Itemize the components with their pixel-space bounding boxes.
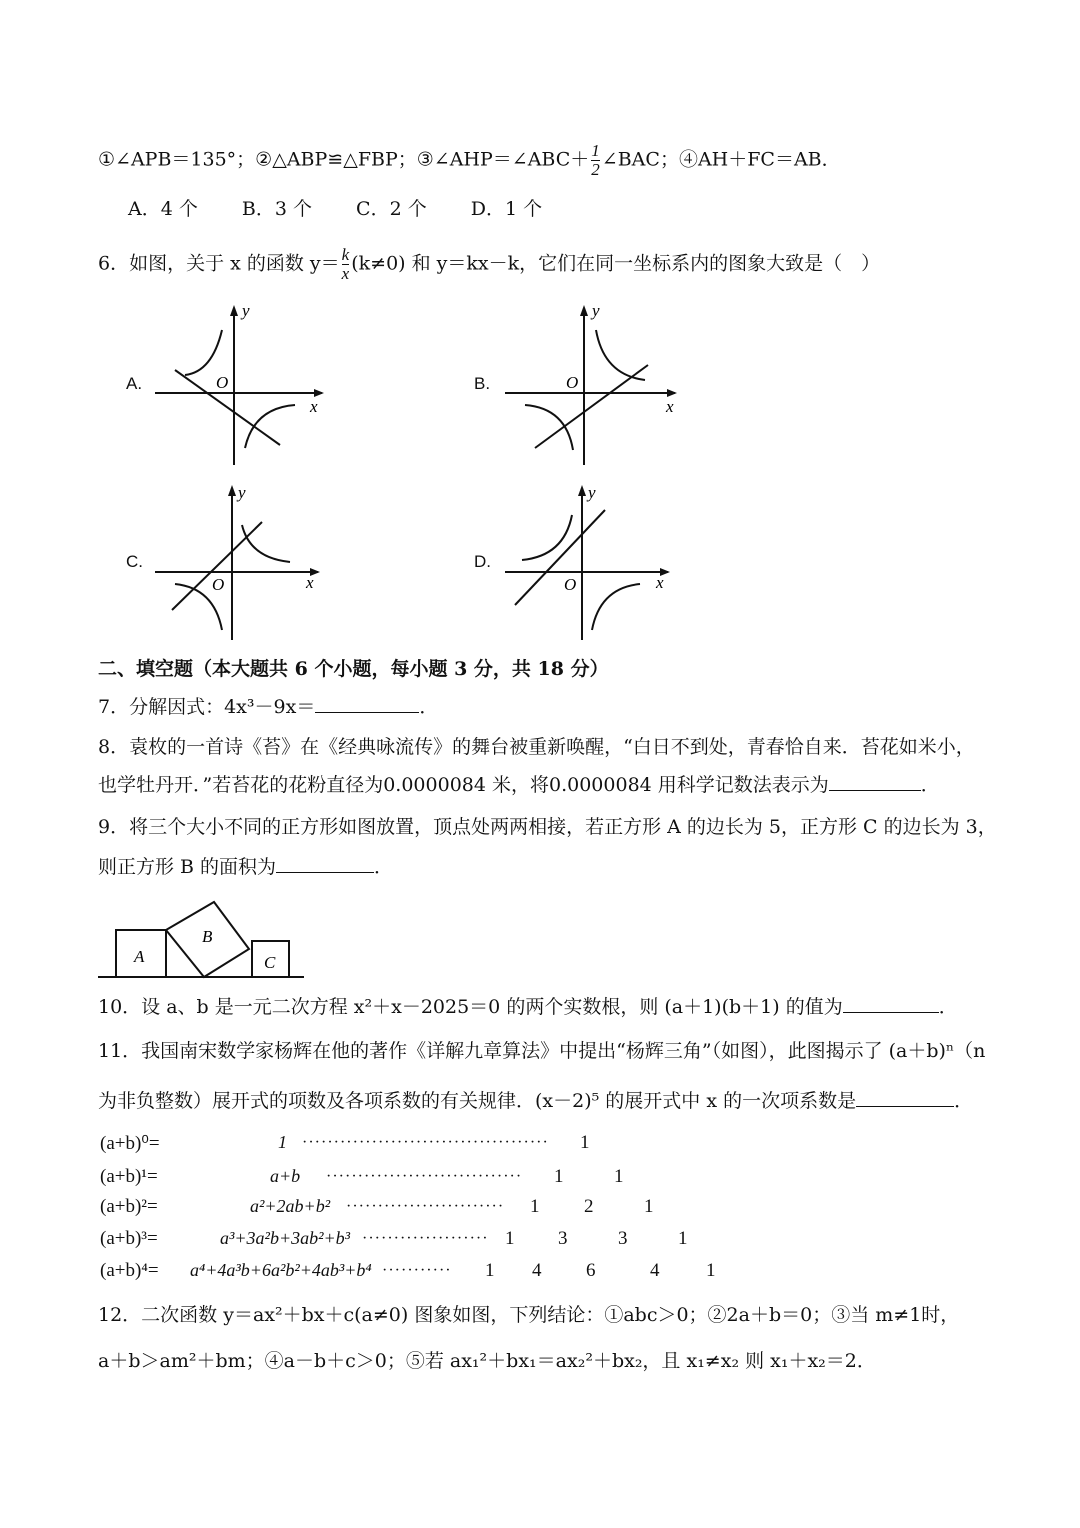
yh-row-2-dots: ························· [346,1198,505,1215]
yh-row-4-coef-4: 1 [706,1260,716,1281]
q11-answer-blank[interactable] [856,1088,954,1107]
yh-row-0-expansion: 1 [278,1132,287,1152]
graph-b-o: O [566,373,579,392]
yh-row-3-coef-0: 1 [505,1228,515,1249]
yh-row-1-coef-1: 1 [614,1166,624,1187]
graph-d-x: x [656,573,664,592]
q9-line2: 则正方形 B 的面积为 ． [98,856,394,878]
yh-row-2-lhs: (a+b)²= [100,1196,158,1217]
graph-d[interactable] [500,480,690,645]
q6-fraction: $\frac{k}{x}$ [341,245,350,283]
q12-line2: a＋b＞am²＋bm；④a－b＋c＞0；⑤若 ax₁²＋bx₁＝ax₂²＋bx₂，且 x₁≠x₂ 则 x₁＋x₂＝2． [98,1350,876,1372]
q9-answer-blank[interactable] [276,854,374,873]
yh-row-2-expansion: a²+2ab+b² [250,1196,331,1216]
graph-d-label: D. [474,552,491,571]
choice-a[interactable]: A．4 个 [128,198,198,220]
q5-choices [128,196,580,222]
graph-c-x: x [306,573,314,592]
yh-row-1-lhs: (a+b)¹= [100,1166,158,1187]
yh-row-1-coef-0: 1 [554,1166,564,1187]
graph-b[interactable] [500,300,690,470]
q12-line1: 12．二次函数 y＝ax²＋bx＋c(a≠0) 图象如图，下列结论：①abc＞0；②2a＋b＝0；③当 m≠1时， [98,1304,960,1326]
yh-row-4-coef-1: 4 [532,1260,542,1281]
q11-line2: 为非负整数）展开式的项数及各项系数的有关规律．(x－2)⁵ 的展开式中 x 的一次项系数是 ． [98,1090,974,1112]
yh-row-1-expansion: a+b [270,1166,301,1186]
choice-c[interactable]: C．2 个 [356,198,427,220]
q10-answer-blank[interactable] [843,994,939,1013]
square-b-label: B [202,927,213,946]
q7-answer-blank[interactable] [315,694,419,713]
graph-a-x: x [310,397,318,416]
q8-line1: 8．袁枚的一首诗《苔》在《经典咏流传》的舞台被重新唤醒，“白日不到处，青春恰自来．苔花如米小， [98,736,975,758]
graph-d-y: y [588,483,596,502]
graph-a-y: y [242,301,250,320]
q8-line2: 也学牡丹开．”若苔花的花粉直径为0.0000084 米，将0.0000084 用科学记数法表示为 ． [98,774,940,796]
q8-answer-blank[interactable] [829,772,921,791]
graph-a-label: A. [126,374,143,393]
yh-row-0-lhs: (a+b)⁰= [100,1133,160,1154]
q5-statements: ①∠APB＝135°；②△ABP≌△FBP；③∠AHP＝∠ABC＋ $\frac{1}{2}$ ∠BAC；④AH＋FC＝AB． [98,141,841,179]
q7: 7．分解因式：4x³－9x＝ ． [98,696,439,718]
graph-b-label: B. [474,374,491,393]
graph-c-label: C. [126,552,143,571]
yh-row-3-coef-1: 3 [558,1228,568,1249]
graph-b-y: y [592,301,600,320]
q9-line1: 9．将三个大小不同的正方形如图放置，顶点处两两相接，若正方形 A 的边长为 5，正方形 C 的边长为 3， [98,816,997,838]
q10: 10．设 a、b 是一元二次方程 x²＋x－2025＝0 的两个实数根，则 (a＋1)(b＋1) 的值为 ． [98,996,958,1018]
choice-d[interactable]: D．1 个 [470,198,543,220]
yh-row-4-coef-3: 4 [650,1260,660,1281]
graph-a[interactable] [150,300,340,470]
graph-d-o: O [564,575,577,594]
yh-row-2-coef-2: 1 [644,1196,654,1217]
yh-row-4-coef-0: 1 [485,1260,495,1281]
choice-b[interactable]: B．3 个 [241,198,312,220]
q5-fraction: $\frac{1}{2}$ [591,141,600,179]
graph-b-x: x [666,397,674,416]
yh-row-3-dots: ···················· [362,1230,489,1247]
section-2-title: 二、填空题（本大题共 6 个小题，每小题 3 分，共 18 分） [98,658,609,680]
q9-squares-figure [96,888,308,980]
yh-row-2-coef-0: 1 [530,1196,540,1217]
yh-row-1-dots: ······························· [326,1168,523,1185]
graph-a-o: O [216,373,229,392]
yh-row-4-dots: ··········· [382,1262,452,1279]
graph-c-y: y [238,483,246,502]
yh-row-3-lhs: (a+b)³= [100,1228,158,1249]
q11-line1: 11．我国南宋数学家杨辉在他的著作《详解九章算法》中提出“杨辉三角”（如图），此图揭示了 (a＋b)ⁿ（n [98,1040,986,1062]
yh-row-0-coef-0: 1 [580,1132,590,1153]
yh-row-3-coef-2: 3 [618,1228,628,1249]
yh-row-4-lhs: (a+b)⁴= [100,1260,159,1281]
yh-row-4-coef-2: 6 [586,1260,596,1281]
square-a-label: A [134,947,145,966]
yh-row-0-dots: ······································· [302,1134,549,1151]
square-c-label: C [264,953,276,972]
q6-stem: 6．如图，关于 x 的函数 y＝ $\frac{k}{x}$ (k≠0) 和 y＝kx－k，它们在同一坐标系内的图象大致是（ ） [98,245,881,283]
yh-row-4-expansion: a⁴+4a³b+6a²b²+4ab³+b⁴ [190,1260,372,1280]
yh-row-3-coef-3: 1 [678,1228,688,1249]
graph-c[interactable] [150,480,340,645]
yh-row-3-expansion: a³+3a²b+3ab²+b³ [220,1228,351,1248]
graph-c-o: O [212,575,225,594]
yh-row-2-coef-1: 2 [584,1196,594,1217]
